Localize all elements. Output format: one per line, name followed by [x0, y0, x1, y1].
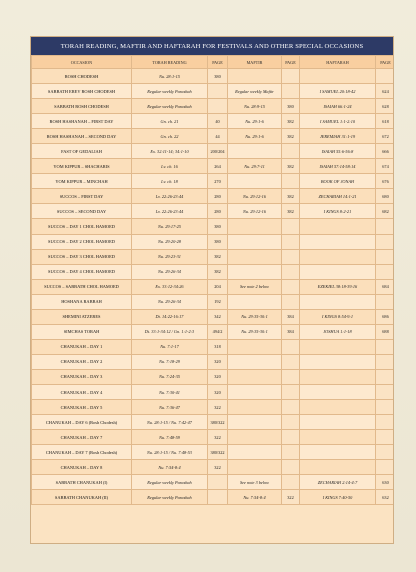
- torah-reading-cell: Nu. 28:1-15 / Nu. 7:42-47: [132, 415, 208, 430]
- maftir-page-cell: 382: [282, 159, 300, 174]
- haftarah-cell: [300, 339, 376, 354]
- torah-reading-cell: Ex. 32:11-14; 34:1-10: [132, 144, 208, 159]
- haftarah-page-cell: 666: [376, 144, 395, 159]
- torah-page-cell: 382: [208, 264, 228, 279]
- haftarah-page-cell: [376, 445, 395, 460]
- torah-reading-cell: Regular weekly Parashah: [132, 475, 208, 490]
- torah-reading-cell: Nu. 28:1-15: [132, 69, 208, 84]
- haftarah-cell: BOOK OF JONAH: [300, 174, 376, 189]
- torah-reading-cell: Nu. 29:26-34: [132, 294, 208, 309]
- torah-page-cell: 320: [208, 384, 228, 399]
- haftarah-cell: ISAIAH 55:6-56:8: [300, 144, 376, 159]
- occasion-cell: CHANUKAH – DAY 1: [32, 339, 132, 354]
- maftir-cell: Regular weekly Maftir: [228, 84, 282, 99]
- occasion-cell: SABBATH CHANUKAH (I): [32, 475, 132, 490]
- maftir-page-cell: [282, 354, 300, 369]
- occasion-cell: CHANUKAH – DAY 3: [32, 369, 132, 384]
- maftir-page-cell: [282, 294, 300, 309]
- haftarah-cell: [300, 264, 376, 279]
- maftir-page-cell: [282, 144, 300, 159]
- haftarah-page-cell: 686: [376, 309, 395, 324]
- table-row: [32, 159, 395, 174]
- haftarah-page-cell: 618: [376, 114, 395, 129]
- torah-page-cell: 322: [208, 460, 228, 475]
- table-row: [32, 174, 395, 189]
- table-row: [32, 339, 395, 354]
- occasion-cell: ROSH CHODESH: [32, 69, 132, 84]
- occasion-cell: SIMCHAS TORAH: [32, 324, 132, 339]
- maftir-cell: [228, 400, 282, 415]
- torah-page-cell: 320: [208, 354, 228, 369]
- haftarah-page-cell: 624: [376, 84, 395, 99]
- table-row: [32, 400, 395, 415]
- maftir-page-cell: 384: [282, 324, 300, 339]
- maftir-cell: Nu. 29:35-30:1: [228, 309, 282, 324]
- maftir-cell: [228, 384, 282, 399]
- occasion-cell: SUCCOS – SECOND DAY: [32, 204, 132, 219]
- occasion-cell: SUCCOS – DAY 2 CHOL HAMOED: [32, 234, 132, 249]
- haftarah-page-cell: [376, 249, 395, 264]
- table-row: [32, 324, 395, 339]
- haftarah-page-cell: [376, 234, 395, 249]
- header-page: PAGE: [282, 56, 300, 69]
- maftir-cell: [228, 369, 282, 384]
- haftarah-cell: [300, 369, 376, 384]
- torah-page-cell: 382: [208, 249, 228, 264]
- table-row: [32, 354, 395, 369]
- table-row: [32, 430, 395, 445]
- occasion-cell: CHANUKAH – DAY 8: [32, 460, 132, 475]
- table-row: [32, 84, 395, 99]
- torah-page-cell: 322: [208, 430, 228, 445]
- torah-reading-cell: Nu. 7:24-35: [132, 369, 208, 384]
- haftarah-page-cell: 682: [376, 204, 395, 219]
- torah-page-cell: 280: [208, 204, 228, 219]
- torah-page-cell: 192: [208, 294, 228, 309]
- maftir-page-cell: [282, 84, 300, 99]
- torah-reading-cell: Nu. 29:20-28: [132, 234, 208, 249]
- occasion-cell: HOSHANA RABBAH: [32, 294, 132, 309]
- haftarah-page-cell: 672: [376, 129, 395, 144]
- occasion-cell: CHANUKAH – DAY 4: [32, 384, 132, 399]
- torah-page-cell: [208, 84, 228, 99]
- header-maftir: MAFTIR: [228, 56, 282, 69]
- torah-reading-cell: Nu. 7:54-8:4: [132, 460, 208, 475]
- haftarah-page-cell: [376, 354, 395, 369]
- maftir-page-cell: [282, 339, 300, 354]
- haftarah-cell: [300, 354, 376, 369]
- torah-page-cell: 494/2: [208, 324, 228, 339]
- haftarah-cell: I SAMUEL 1:1-2:10: [300, 114, 376, 129]
- maftir-page-cell: [282, 445, 300, 460]
- torah-reading-cell: Nu. 29:23-31: [132, 249, 208, 264]
- haftarah-page-cell: 680: [376, 189, 395, 204]
- torah-page-cell: 270: [208, 174, 228, 189]
- torah-reading-cell: Gn. ch. 22: [132, 129, 208, 144]
- haftarah-cell: [300, 400, 376, 415]
- table-row: [32, 460, 395, 475]
- maftir-cell: Nu. 29:12-16: [228, 189, 282, 204]
- haftarah-page-cell: 688: [376, 324, 395, 339]
- maftir-cell: [228, 174, 282, 189]
- occasion-cell: ROSH HASHANAH – SECOND DAY: [32, 129, 132, 144]
- maftir-cell: Nu. 7:54-8:4: [228, 490, 282, 505]
- maftir-page-cell: [282, 415, 300, 430]
- torah-page-cell: [208, 475, 228, 490]
- maftir-page-cell: 380: [282, 99, 300, 114]
- maftir-cell: See note 2 below: [228, 279, 282, 294]
- haftarah-page-cell: [376, 400, 395, 415]
- haftarah-cell: [300, 249, 376, 264]
- table-row: [32, 99, 395, 114]
- occasion-cell: CHANUKAH – DAY 6 (Rosh Chodesh): [32, 415, 132, 430]
- maftir-cell: [228, 144, 282, 159]
- torah-page-cell: 380/322: [208, 415, 228, 430]
- maftir-cell: [228, 430, 282, 445]
- table-row: [32, 309, 395, 324]
- maftir-page-cell: [282, 384, 300, 399]
- table-row: [32, 475, 395, 490]
- haftarah-page-cell: [376, 460, 395, 475]
- occasion-cell: YOM KIPPUR – MINCHAH: [32, 174, 132, 189]
- maftir-cell: [228, 234, 282, 249]
- torah-reading-cell: Gn. ch. 21: [132, 114, 208, 129]
- haftarah-cell: ISAIAH 66:1-24: [300, 99, 376, 114]
- maftir-cell: Nu. 29:35-30:1: [228, 324, 282, 339]
- maftir-cell: [228, 219, 282, 234]
- haftarah-page-cell: [376, 384, 395, 399]
- haftarah-page-cell: [376, 430, 395, 445]
- table-row: [32, 369, 395, 384]
- occasion-cell: CHANUKAH – DAY 7 (Rosh Chodesh): [32, 445, 132, 460]
- table-row: [32, 490, 395, 505]
- maftir-page-cell: [282, 219, 300, 234]
- maftir-page-cell: [282, 234, 300, 249]
- maftir-cell: Nu. 29:1-6: [228, 129, 282, 144]
- table-row: [32, 249, 395, 264]
- haftarah-cell: [300, 69, 376, 84]
- haftarah-page-cell: 630: [376, 475, 395, 490]
- haftarah-page-cell: 628: [376, 99, 395, 114]
- maftir-page-cell: 382: [282, 114, 300, 129]
- table-row: [32, 114, 395, 129]
- maftir-cell: [228, 264, 282, 279]
- torah-reading-cell: Lv. ch. 16: [132, 159, 208, 174]
- haftarah-cell: ISAIAH 57:14-58:14: [300, 159, 376, 174]
- occasion-cell: SABBATH EREV ROSH CHODESH: [32, 84, 132, 99]
- table-row: [32, 415, 395, 430]
- torah-reading-cell: Lv. 22:26-23:44: [132, 189, 208, 204]
- haftarah-page-cell: 632: [376, 490, 395, 505]
- torah-reading-cell: Regular weekly Parashah: [132, 490, 208, 505]
- haftarah-cell: EZEKIEL 38:18-39:16: [300, 279, 376, 294]
- occasion-cell: ROSH HASHANAH – FIRST DAY: [32, 114, 132, 129]
- maftir-cell: [228, 460, 282, 475]
- haftarah-cell: [300, 430, 376, 445]
- occasion-cell: SUCCOS – DAY 3 CHOL HAMOED: [32, 249, 132, 264]
- header-haftarah: HAFTARAH: [300, 56, 376, 69]
- haftarah-page-cell: [376, 339, 395, 354]
- maftir-page-cell: [282, 369, 300, 384]
- maftir-page-cell: [282, 475, 300, 490]
- torah-reading-cell: Dt. 14:22-16:17: [132, 309, 208, 324]
- haftarah-page-cell: 676: [376, 174, 395, 189]
- maftir-cell: [228, 415, 282, 430]
- torah-reading-cell: Nu. 7:36-47: [132, 400, 208, 415]
- occasion-cell: SUCCOS – SABBATH CHOL HAMOED: [32, 279, 132, 294]
- maftir-page-cell: [282, 264, 300, 279]
- haftarah-page-cell: [376, 415, 395, 430]
- haftarah-page-cell: [376, 294, 395, 309]
- torah-page-cell: 318: [208, 339, 228, 354]
- table-row: [32, 219, 395, 234]
- header-torah-reading: TORAH READING: [132, 56, 208, 69]
- maftir-page-cell: [282, 174, 300, 189]
- maftir-cell: See note 3 below: [228, 475, 282, 490]
- haftarah-cell: I SAMUEL 20:18-42: [300, 84, 376, 99]
- table-body: [32, 69, 395, 505]
- haftarah-cell: JOSHUA 1:1-18: [300, 324, 376, 339]
- torah-reading-cell: Nu. 7:18-29: [132, 354, 208, 369]
- torah-reading-cell: Nu. 28:1-15 / Nu. 7:48-53: [132, 445, 208, 460]
- table-row: [32, 279, 395, 294]
- occasion-cell: SUCCOS – FIRST DAY: [32, 189, 132, 204]
- occasion-cell: CHANUKAH – DAY 2: [32, 354, 132, 369]
- torah-page-cell: 44: [208, 129, 228, 144]
- haftarah-page-cell: 684: [376, 279, 395, 294]
- torah-reading-cell: Nu. 29:26-34: [132, 264, 208, 279]
- maftir-page-cell: [282, 69, 300, 84]
- table-row: [32, 204, 395, 219]
- reading-table-sheet: [30, 36, 394, 544]
- haftarah-cell: JEREMIAH 31:1-19: [300, 129, 376, 144]
- maftir-page-cell: 322: [282, 490, 300, 505]
- haftarah-page-cell: [376, 369, 395, 384]
- torah-reading-cell: Lv. ch. 18: [132, 174, 208, 189]
- occasion-cell: SABBATH CHANUKAH (II): [32, 490, 132, 505]
- maftir-cell: [228, 445, 282, 460]
- maftir-cell: [228, 249, 282, 264]
- torah-page-cell: 40: [208, 114, 228, 129]
- torah-reading-cell: Dt. 33:1-34:12 / Gn. 1:1-2:3: [132, 324, 208, 339]
- torah-page-cell: 380: [208, 219, 228, 234]
- torah-reading-cell: Nu. 7:48-59: [132, 430, 208, 445]
- table-row: [32, 384, 395, 399]
- torah-page-cell: 380: [208, 234, 228, 249]
- table-row: [32, 264, 395, 279]
- maftir-page-cell: [282, 279, 300, 294]
- haftarah-page-cell: [376, 219, 395, 234]
- haftarah-cell: I KINGS 8:2-21: [300, 204, 376, 219]
- maftir-cell: Nu. 29:12-16: [228, 204, 282, 219]
- header-page: PAGE: [208, 56, 228, 69]
- torah-reading-cell: Nu. 29:17-25: [132, 219, 208, 234]
- table-row: [32, 189, 395, 204]
- haftarah-cell: I KINGS 7:40-50: [300, 490, 376, 505]
- maftir-cell: [228, 354, 282, 369]
- occasion-cell: SUCCOS – DAY 4 CHOL HAMOED: [32, 264, 132, 279]
- maftir-cell: Nu. 29:1-6: [228, 114, 282, 129]
- occasion-cell: FAST OF GEDALIAH: [32, 144, 132, 159]
- torah-page-cell: 380/322: [208, 445, 228, 460]
- haftarah-cell: [300, 460, 376, 475]
- header-row: [32, 56, 395, 69]
- maftir-cell: Nu. 29:7-11: [228, 159, 282, 174]
- table-title: TORAH READING, MAFTIR AND HAFTARAH FOR FESTIVALS AND OTHER SPECIAL OCCASIONS: [31, 37, 393, 55]
- haftarah-cell: [300, 445, 376, 460]
- table-row: [32, 144, 395, 159]
- haftarah-page-cell: [376, 264, 395, 279]
- haftarah-cell: [300, 219, 376, 234]
- readings-table: [31, 55, 394, 505]
- torah-reading-cell: Nu. 7:30-41: [132, 384, 208, 399]
- occasion-cell: SABBATH ROSH CHODESH: [32, 99, 132, 114]
- occasion-cell: SHEMINI ATZERES: [32, 309, 132, 324]
- torah-reading-cell: Lv. 22:26-23:44: [132, 204, 208, 219]
- maftir-page-cell: [282, 249, 300, 264]
- maftir-cell: [228, 339, 282, 354]
- maftir-page-cell: [282, 460, 300, 475]
- torah-page-cell: 320: [208, 369, 228, 384]
- haftarah-cell: ZECHARIAH 14:1-21: [300, 189, 376, 204]
- haftarah-cell: I KINGS 8:54-9:1: [300, 309, 376, 324]
- maftir-page-cell: [282, 430, 300, 445]
- maftir-page-cell: 382: [282, 204, 300, 219]
- haftarah-cell: ZECHARIAH 2:14-4:7: [300, 475, 376, 490]
- torah-page-cell: 280: [208, 189, 228, 204]
- table-row: [32, 294, 395, 309]
- haftarah-cell: [300, 384, 376, 399]
- header-page: PAGE: [376, 56, 395, 69]
- header-occasion: OCCASION: [32, 56, 132, 69]
- haftarah-cell: [300, 234, 376, 249]
- occasion-cell: CHANUKAH – DAY 5: [32, 400, 132, 415]
- maftir-page-cell: [282, 400, 300, 415]
- torah-reading-cell: Regular weekly Parashah: [132, 84, 208, 99]
- torah-page-cell: [208, 99, 228, 114]
- maftir-cell: [228, 294, 282, 309]
- occasion-cell: CHANUKAH – DAY 7: [32, 430, 132, 445]
- table-row: [32, 445, 395, 460]
- haftarah-cell: [300, 415, 376, 430]
- torah-page-cell: 342: [208, 309, 228, 324]
- maftir-cell: Nu. 28:9-15: [228, 99, 282, 114]
- torah-reading-cell: Regular weekly Parashah: [132, 99, 208, 114]
- torah-page-cell: 322: [208, 400, 228, 415]
- torah-page-cell: [208, 490, 228, 505]
- haftarah-page-cell: [376, 69, 395, 84]
- torah-page-cell: 204: [208, 279, 228, 294]
- haftarah-page-cell: 674: [376, 159, 395, 174]
- haftarah-cell: [300, 294, 376, 309]
- maftir-cell: [228, 69, 282, 84]
- table-row: [32, 129, 395, 144]
- maftir-page-cell: 382: [282, 129, 300, 144]
- maftir-page-cell: 382: [282, 189, 300, 204]
- table-row: [32, 69, 395, 84]
- torah-reading-cell: Ex. 33:12-34:26: [132, 279, 208, 294]
- occasion-cell: SUCCOS – DAY 1 CHOL HAMOED: [32, 219, 132, 234]
- table-row: [32, 234, 395, 249]
- occasion-cell: YOM KIPPUR – SHACHARIS: [32, 159, 132, 174]
- torah-page-cell: 200/204: [208, 144, 228, 159]
- torah-reading-cell: Nu. 7:1-17: [132, 339, 208, 354]
- torah-page-cell: 380: [208, 69, 228, 84]
- torah-page-cell: 264: [208, 159, 228, 174]
- maftir-page-cell: 384: [282, 309, 300, 324]
